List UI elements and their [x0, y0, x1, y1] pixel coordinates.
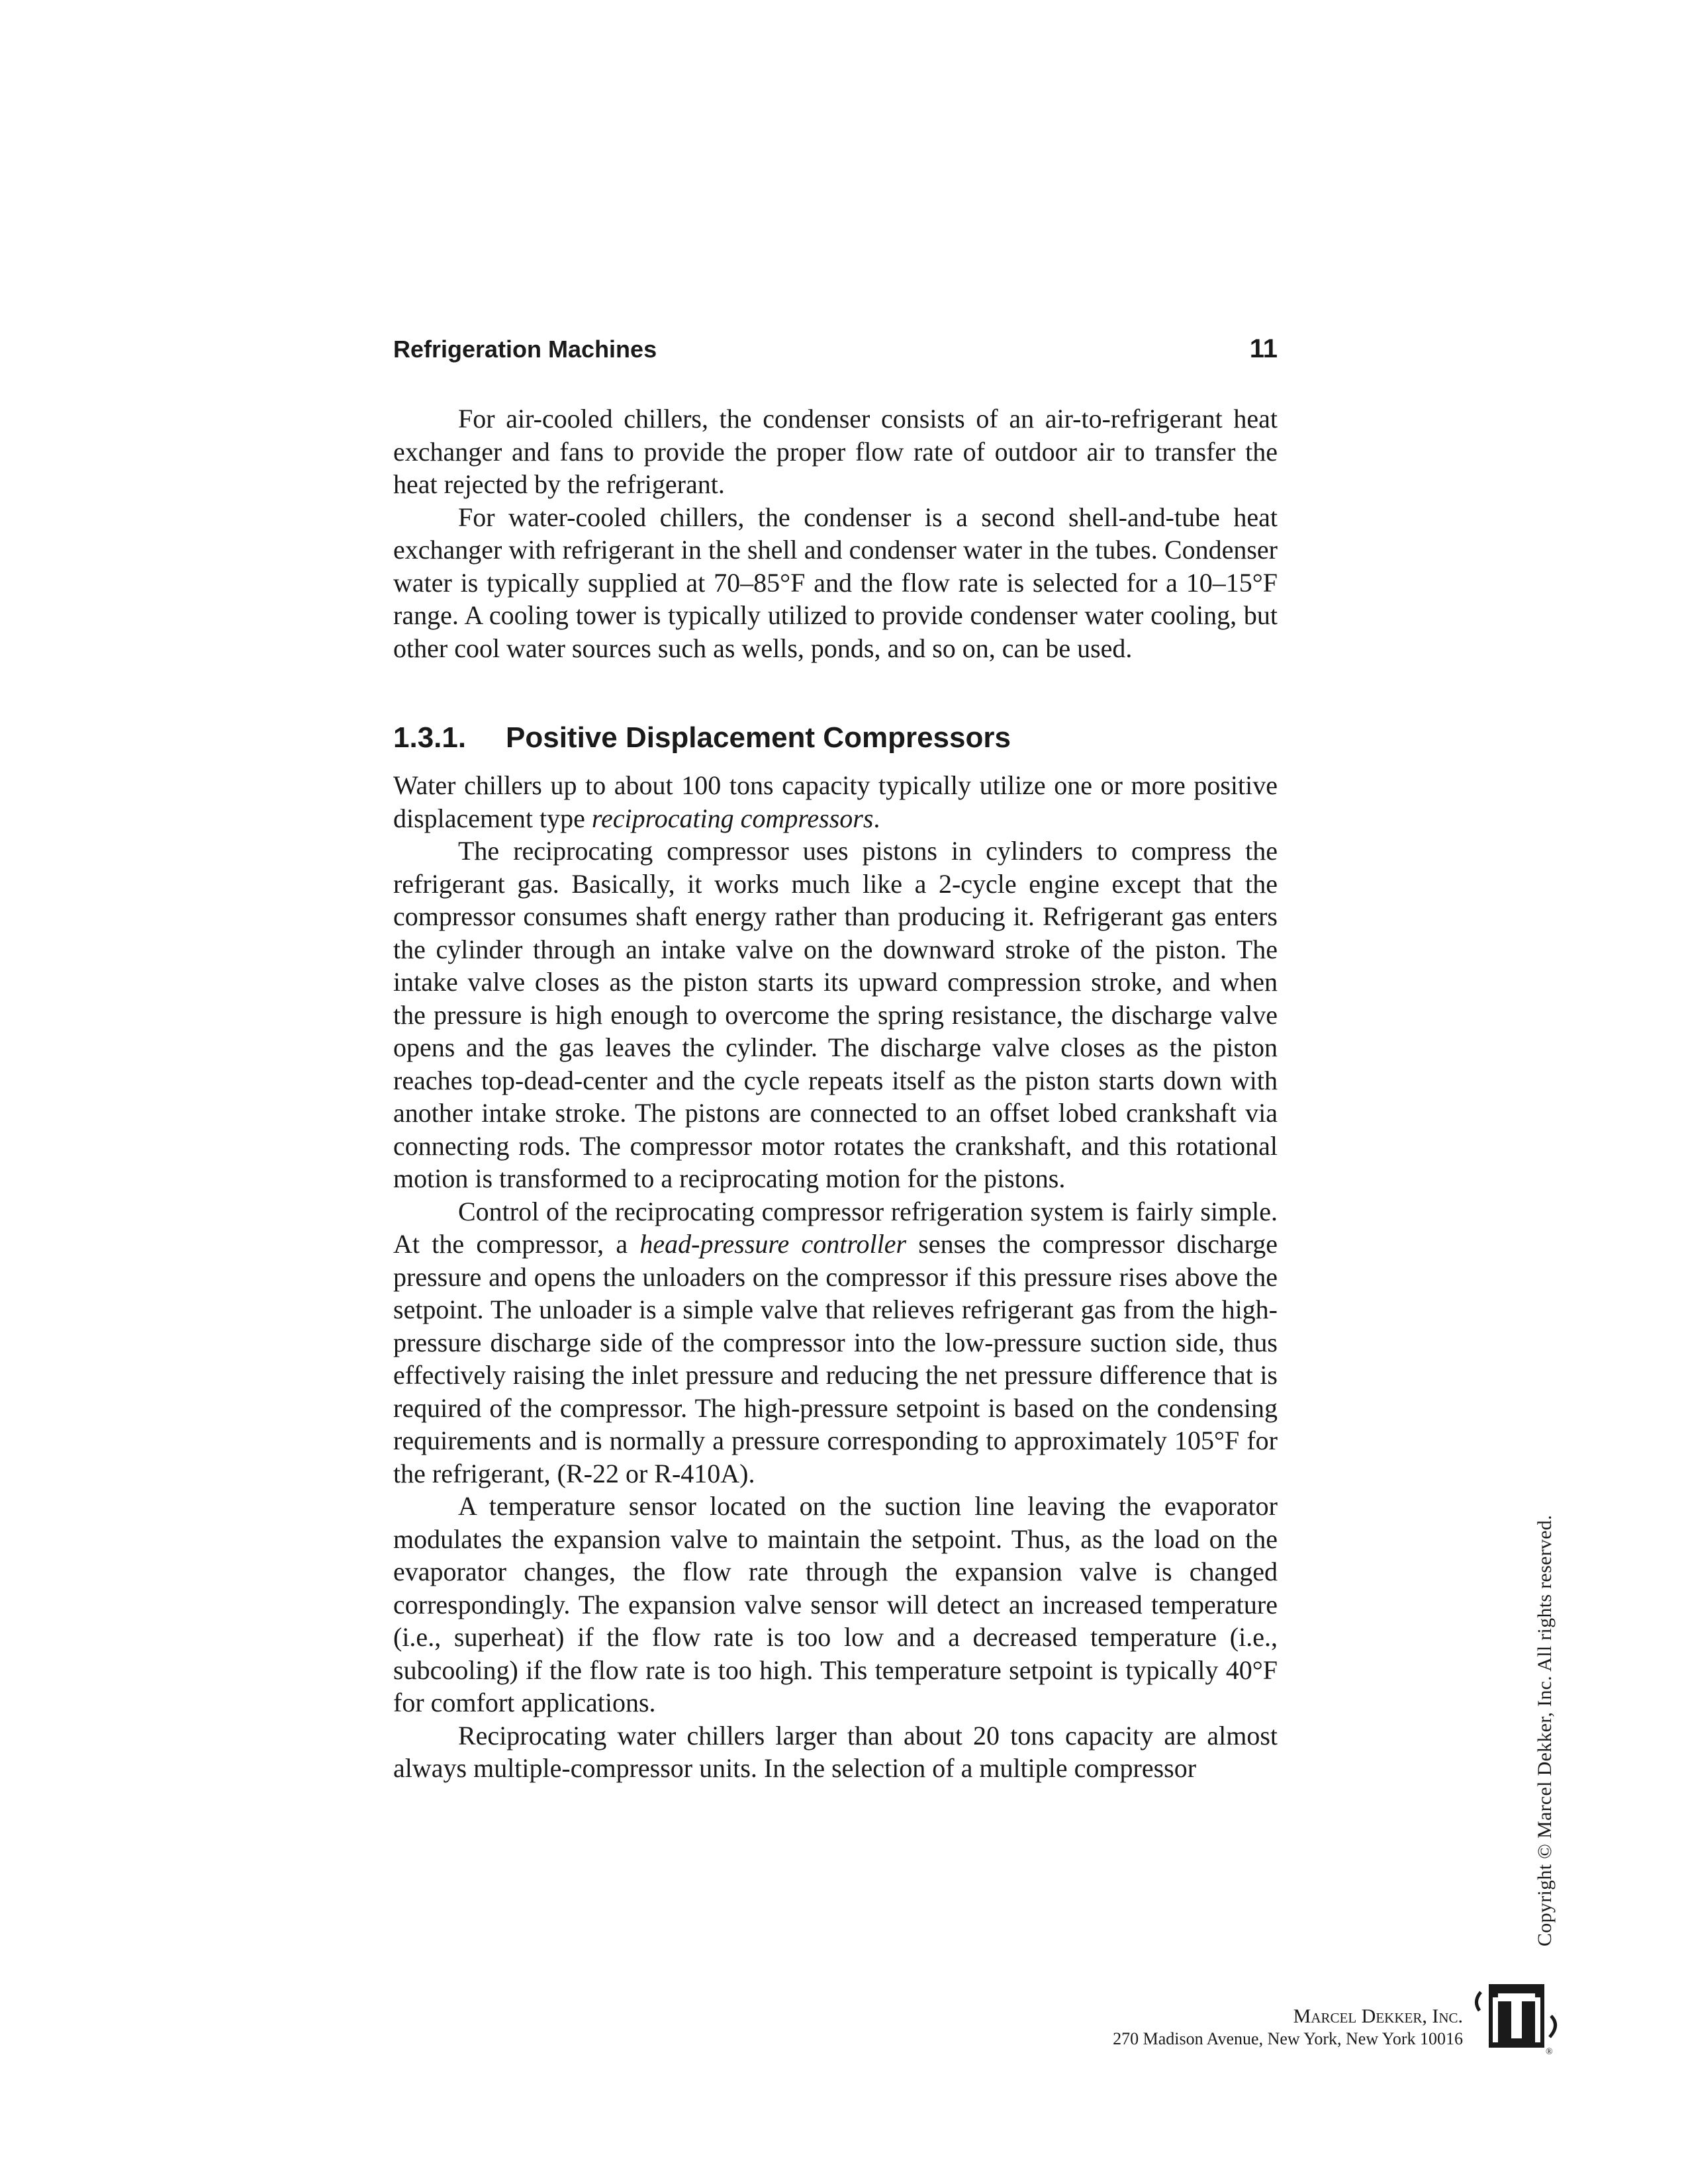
control-emphasis: head-pressure controller: [639, 1229, 907, 1259]
publisher-logo-icon: [1473, 1978, 1559, 2057]
running-head: [393, 334, 1278, 374]
page-number: 11: [1249, 334, 1278, 363]
paragraph-section-intro: [393, 769, 1278, 835]
section-number: 1.3.1.: [393, 721, 467, 754]
paragraph-piston: The reciprocating compressor uses pistons in cylinders to compress the refrigerant gas. Basically, it works much like a 2-cycle engine except that the compressor consumes shaft energy rather than producing it. Refrigerant gas enters the cylinder through an intake valve on the downward stroke of the piston. The intake valve closes as the piston starts its upward compression stroke, and when the pressure is high enough to overcome the spring resistance, the discharge valve opens and the gas leaves the cylinder. The discharge valve closes as the piston reaches top-dead-center and the cycle repeats itself as the piston starts down with another intake stroke. The pistons are connected to an offset lobed crankshaft via connecting rods. The compressor motor rotates the crankshaft, and this rotational motion is transformed to a reciprocating motion for the pistons.: [393, 836, 1278, 1193]
section-title: Positive Displacement Compressors: [506, 721, 1011, 754]
intro-text: Water chillers up to about 100 tons capacity typically utilize one or more positive displacement type: [393, 770, 1278, 833]
control-text-end: senses the compressor discharge pressure and opens the unloaders on the compressor if this pressure rises above the setpoint. The unloader is a simple valve that relieves refrigerant gas from the high-pressure discharge side of the compressor into the low-pressure suction side, thus effectively raising the inlet pressure and reducing the net pressure difference that is required of the compressor. The high-pressure setpoint is based on the condensing requirements and is normally a pressure corresponding to approximately 105°F for the refrigerant, (R-22 or R-410A).: [393, 1229, 1278, 1488]
paragraph-water-cooled: For water-cooled chillers, the condenser is a second shell-and-tube heat exchanger with refrigerant in the shell and condenser water in the tubes. Condenser water is typically supplied at 70–85°F and the flow rate is selected for a 10–15°F range. A cooling tower is typically utilized to provide condenser water cooling, but other cool water sources such as wells, ponds, and so on, can be used.: [393, 502, 1278, 663]
control-text: Control of the reciprocating compressor refrigeration system is fairly simple. At the compressor, a: [393, 1196, 1278, 1259]
publisher-name: Marcel Dekker, Inc.: [1293, 2005, 1463, 2027]
intro-text-end: .: [873, 803, 880, 833]
publisher-block: [867, 2005, 1463, 2050]
paragraph-air-cooled: For air-cooled chillers, the condenser consists of an air-to-refrigerant heat exchanger and fans to provide the proper flow rate of outdoor air to transfer the heat rejected by the refrigerant.: [393, 404, 1278, 499]
section-heading: [393, 720, 1278, 756]
paragraph-multi-compressor: Reciprocating water chillers larger than about 20 tons capacity are almost always multiple-compressor units. In the selection of a multiple compressor: [393, 1720, 1278, 1783]
running-head-title: Refrigeration Machines: [393, 336, 657, 363]
paragraph-control: [393, 1195, 1278, 1490]
paragraph-sensor: A temperature sensor located on the suction line leaving the evaporator modulates the expansion valve to maintain the setpoint. Thus, as the load on the evaporator changes, the flow rate through the expansion valve is changed correspondingly. The expansion valve sensor will detect an increased temperature (i.e., superheat) if the flow rate is too low and a decreased temperature (i.e., subcooling) if the flow rate is too high. This temperature setpoint is typically 40°F for comfort applications.: [393, 1491, 1278, 1717]
copyright-notice: Copyright © Marcel Dekker, Inc. All rights reserved.: [1534, 1514, 1556, 1947]
intro-emphasis: reciprocating compressors: [591, 803, 874, 833]
registered-mark: ®: [1546, 2047, 1553, 2057]
publisher-address: 270 Madison Avenue, New York, New York 10016: [1113, 2029, 1463, 2048]
body-text: [393, 402, 1278, 1785]
